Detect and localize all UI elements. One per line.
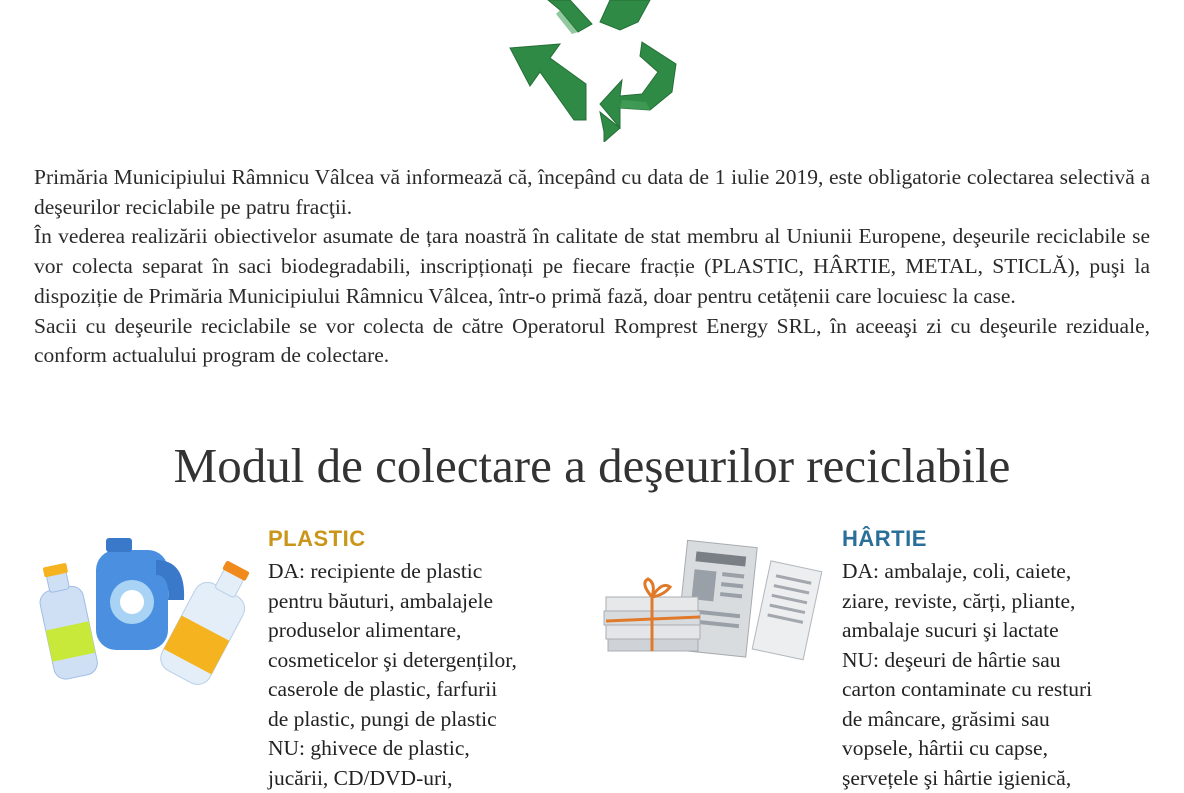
intro-paragraph-2: În vederea realizării obiectivelor asumate de țara noastră în calitate de stat membru al Uniunii Europene, deşeurile reciclabile se vor colecta separat în saci biodegradabili, inscripționați pe fiecare fracție (PLASTIC, HÂRTIE, METAL, STICLĂ), puşi la dispoziție de Primăria Municipiului Râmnicu Vâlcea, într-o primă fază, doar pentru cetățenii care locuiesc la case. — [34, 222, 1150, 311]
paper-description — [842, 557, 1092, 793]
plastic-line: de plastic, pungi de plastic — [268, 705, 517, 735]
paper-line: ambalaje sucuri şi lactate — [842, 616, 1092, 646]
paper-line: carton contaminate cu resturi — [842, 675, 1092, 705]
plastic-title: PLASTIC — [268, 526, 366, 552]
paper-line: şervețele şi hârtie igienică, — [842, 764, 1092, 793]
plastic-bottles-icon — [36, 530, 251, 690]
paper-line: ziare, reviste, cărți, pliante, — [842, 587, 1092, 617]
paper-line: NU: deşeuri de hârtie sau — [842, 646, 1092, 676]
plastic-line: cosmeticelor şi detergenților, — [268, 646, 517, 676]
plastic-description — [268, 557, 517, 793]
paper-line: DA: ambalaje, coli, caiete, — [842, 557, 1092, 587]
plastic-line: NU: ghivece de plastic, — [268, 734, 517, 764]
recycle-logo-icon — [500, 0, 685, 142]
paper-stack-icon — [600, 535, 825, 670]
plastic-line: caserole de plastic, farfurii — [268, 675, 517, 705]
plastic-line: produselor alimentare, — [268, 616, 517, 646]
page-heading: Modul de colectare a deşeurilor reciclabile — [0, 437, 1184, 494]
plastic-line: pentru băuturi, ambalajele — [268, 587, 517, 617]
intro-paragraph-3: Sacii cu deşeurile reciclabile se vor colecta de către Operatorul Romprest Energy SRL, în aceeaşi zi cu deşeurile reziduale, conform actualului program de colectare. — [34, 312, 1150, 371]
paper-line: vopsele, hârtii cu capse, — [842, 734, 1092, 764]
plastic-line: DA: recipiente de plastic — [268, 557, 517, 587]
plastic-line: jucării, CD/DVD-uri, — [268, 764, 517, 793]
intro-paragraph-1: Primăria Municipiului Râmnicu Vâlcea vă informează că, începând cu data de 1 iulie 2019, este obligatorie colectarea selectivă a deşeurilor reciclabile pe patru fracţii. — [34, 163, 1150, 222]
paper-line: de mâncare, grăsimi sau — [842, 705, 1092, 735]
intro-text — [34, 163, 1150, 371]
paper-title: HÂRTIE — [842, 526, 927, 552]
